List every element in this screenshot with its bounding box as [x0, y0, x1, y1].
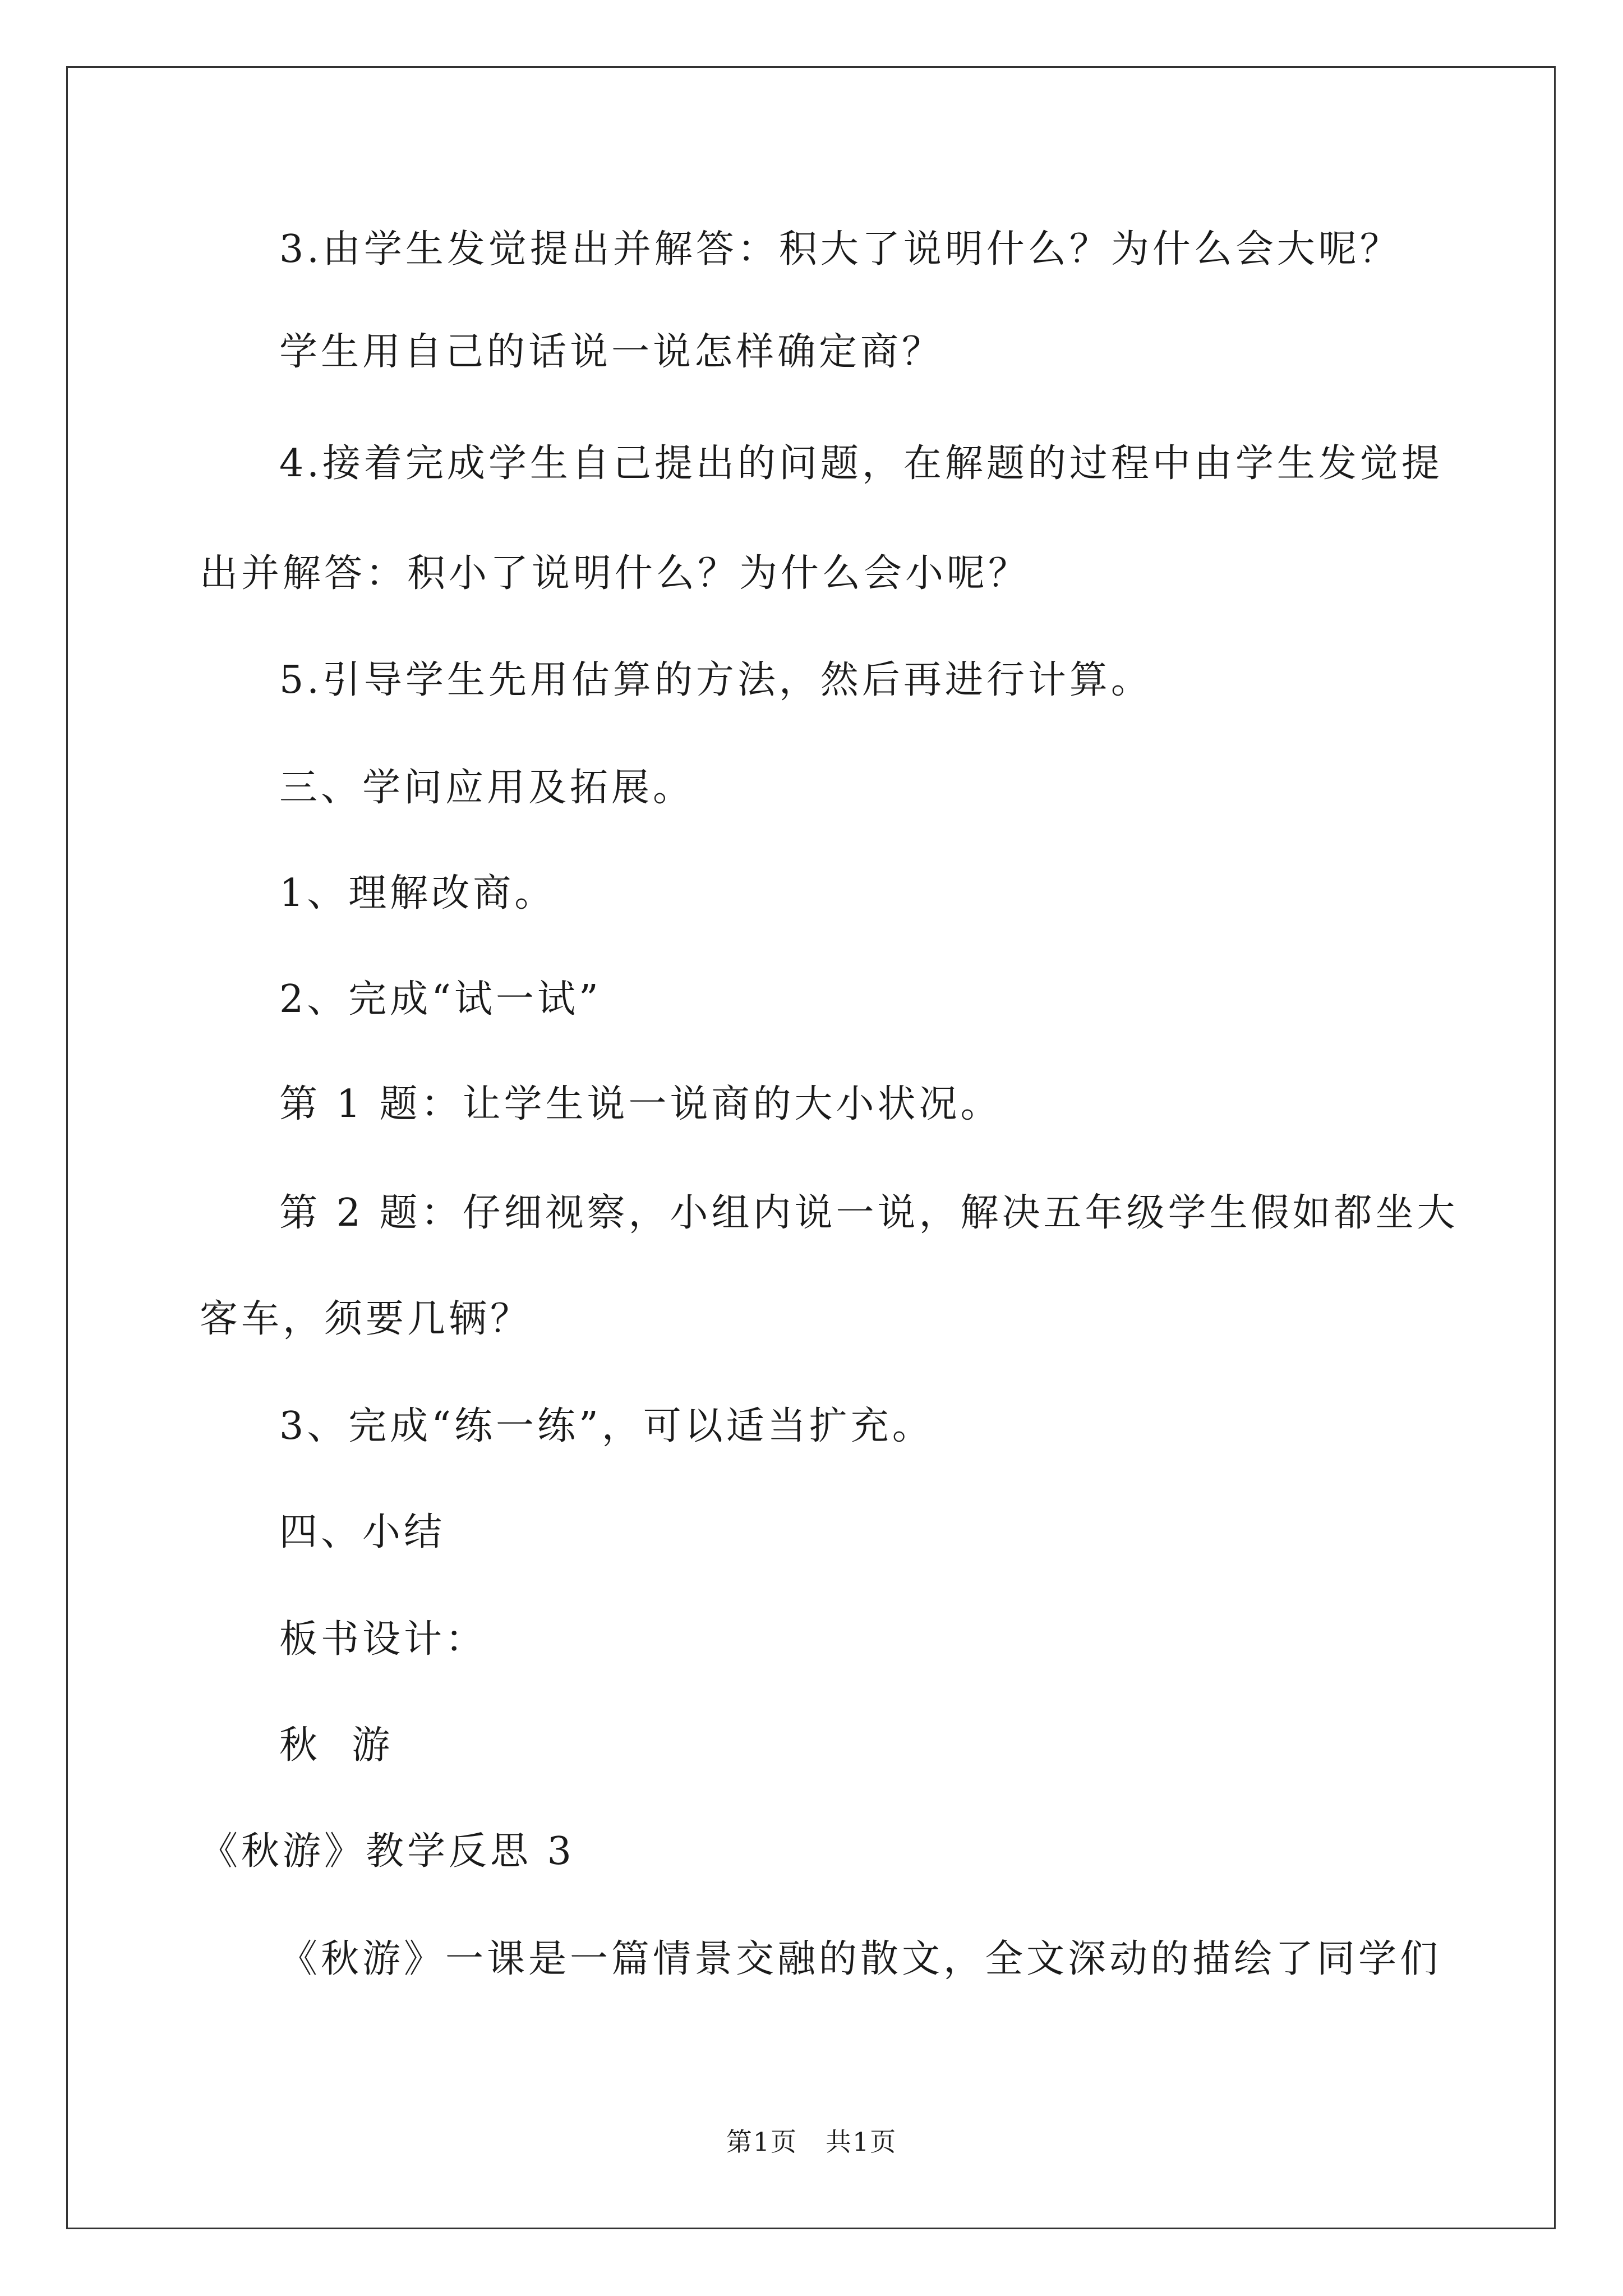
- paragraph-line: 2、完成“试一试”: [279, 977, 602, 1022]
- paragraph-line: 《秋游》一课是一篇情景交融的散文，全文深动的描绘了同学们: [279, 1937, 1442, 1981]
- paragraph-line: 1、理解改商。: [279, 871, 556, 915]
- paragraph-line: 3、完成“练一练”，可以适当扩充。: [279, 1404, 934, 1448]
- paragraph-line: 出并解答：积小了说明什么？为什么会小呢？: [200, 551, 1030, 596]
- paragraph-line: 客车，须要几辆？: [200, 1297, 532, 1341]
- paragraph-line: 板书设计：: [279, 1617, 487, 1662]
- paragraph-line: 第 1 题：让学生说一说商的大小状况。: [279, 1082, 1002, 1126]
- paragraph-line: 4.接着完成学生自己提出的问题，在解题的过程中由学生发觉提: [279, 441, 1443, 486]
- page-footer: [0, 2125, 1623, 2159]
- paragraph-line: 5.引导学生先用估算的方法，然后再进行计算。: [279, 658, 1152, 702]
- paragraph-line: 第 2 题：仔细视察，小组内说一说，解决五年级学生假如都坐大: [279, 1191, 1459, 1235]
- page-number-current: 第1页: [726, 2127, 797, 2157]
- section-heading: 《秋游》教学反思 3: [200, 1829, 575, 1874]
- paragraph-line: 3.由学生发觉提出并解答：积大了说明什么？为什么会大呢？: [279, 227, 1401, 272]
- paragraph-line: 秋 游: [279, 1723, 394, 1768]
- page-number-total: 共1页: [826, 2127, 897, 2157]
- paragraph-line: 三、学问应用及拓展。: [279, 766, 695, 810]
- paragraph-line: 四、小结: [279, 1510, 446, 1554]
- paragraph-line: 学生用自己的话说一说怎样确定商？: [279, 330, 944, 374]
- page-border: [66, 66, 1556, 2229]
